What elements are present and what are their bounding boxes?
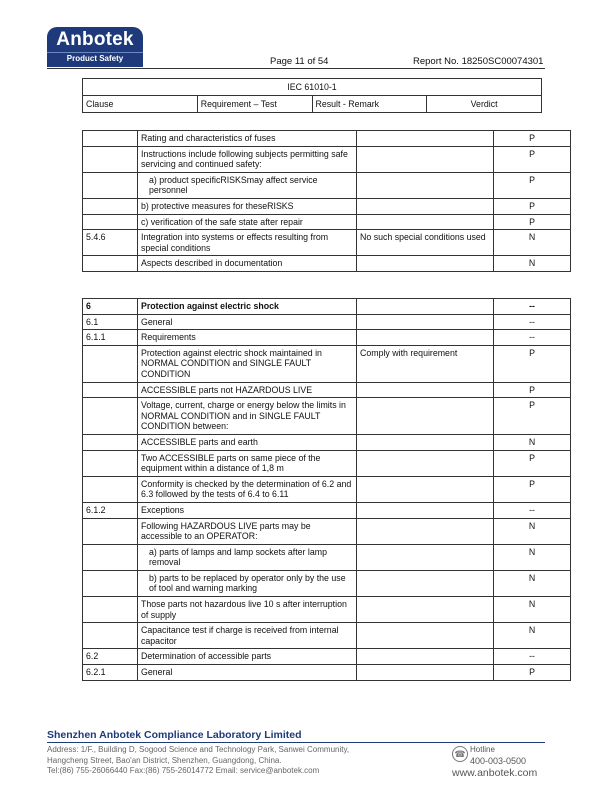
result-cell — [357, 172, 494, 198]
verdict-cell: P — [494, 398, 571, 435]
verdict-cell: P — [494, 198, 571, 214]
clause-cell — [83, 623, 138, 649]
verdict-cell: N — [494, 256, 571, 272]
table-row — [83, 450, 571, 476]
clause-cell: 6.1.1 — [83, 330, 138, 346]
table-row — [83, 172, 571, 198]
requirement-cell: Protection against electric shock maintained in NORMAL CONDITION and SINGLE FAULT CONDITION — [138, 345, 357, 382]
table-row — [83, 597, 571, 623]
requirement-cell: b) protective measures for theseRISKS — [138, 198, 357, 214]
table-row — [83, 623, 571, 649]
footer-website: www.anbotek.com — [452, 767, 538, 779]
clause-cell: 5.4.6 — [83, 230, 138, 256]
verdict-cell: P — [494, 665, 571, 681]
table-row — [83, 230, 571, 256]
table-row — [83, 398, 571, 435]
verdict-cell: P — [494, 450, 571, 476]
result-cell — [357, 131, 494, 147]
standard-title: IEC 61010-1 — [83, 79, 542, 96]
table-row — [83, 665, 571, 681]
result-cell — [357, 665, 494, 681]
requirement-cell: a) product specificRISKSmay affect service personnel — [138, 172, 357, 198]
requirement-cell: c) verification of the safe state after repair — [138, 214, 357, 230]
requirement-cell: Following HAZARDOUS LIVE parts may be accessible to an OPERATOR: — [138, 518, 357, 544]
address-line-1: Address: 1/F., Building D, Sogood Science and Technology Park, Sanwei Community, — [47, 745, 350, 754]
requirement-cell: b) parts to be replaced by operator only by the use of tool and warning marking — [138, 570, 357, 596]
table-row — [83, 345, 571, 382]
clause-cell: 6.2.1 — [83, 665, 138, 681]
requirement-cell: General — [138, 314, 357, 330]
clause-cell: 6.2 — [83, 649, 138, 665]
result-cell — [357, 299, 494, 315]
verdict-cell: N — [494, 623, 571, 649]
hotline-number: 400-003-0500 — [470, 756, 527, 766]
requirement-cell: Voltage, current, charge or energy below the limits in NORMAL CONDITION and in SINGLE FAULT CONDITION between: — [138, 398, 357, 435]
logo-name: Anbotek — [56, 29, 134, 50]
result-cell — [357, 623, 494, 649]
verdict-cell: -- — [494, 299, 571, 315]
result-cell — [357, 649, 494, 665]
page-number: Page 11 of 54 — [270, 56, 329, 67]
clause-cell — [83, 256, 138, 272]
col-verdict: Verdict — [427, 96, 542, 113]
requirement-cell: Aspects described in documentation — [138, 256, 357, 272]
clause-cell — [83, 345, 138, 382]
clause-cell — [83, 146, 138, 172]
verdict-cell: P — [494, 476, 571, 502]
clause-cell — [83, 131, 138, 147]
result-cell — [357, 330, 494, 346]
clause-cell: 6 — [83, 299, 138, 315]
table-row — [83, 299, 571, 315]
result-cell — [357, 476, 494, 502]
report-number: Report No. 18250SC00074301 — [413, 56, 544, 67]
table-row — [83, 502, 571, 518]
requirement-cell: a) parts of lamps and lamp sockets after lamp removal — [138, 544, 357, 570]
requirement-cell: Exceptions — [138, 502, 357, 518]
company-logo — [47, 27, 143, 67]
clause-cell — [83, 544, 138, 570]
requirement-cell: Rating and characteristics of fuses — [138, 131, 357, 147]
requirement-cell: Instructions include following subjects permitting safe servicing and continued safety: — [138, 146, 357, 172]
table-row — [83, 146, 571, 172]
result-cell — [357, 382, 494, 398]
result-cell: Comply with requirement — [357, 345, 494, 382]
table-row — [83, 198, 571, 214]
result-cell — [357, 450, 494, 476]
table-row — [83, 649, 571, 665]
requirement-cell: Conformity is checked by the determination of 6.2 and 6.3 followed by the tests of 6.4 to 6.11 — [138, 476, 357, 502]
verdict-cell: -- — [494, 502, 571, 518]
result-cell — [357, 256, 494, 272]
footer-address — [47, 745, 387, 777]
col-clause: Clause — [83, 96, 198, 113]
requirement-cell: ACCESSIBLE parts and earth — [138, 434, 357, 450]
clause-cell — [83, 172, 138, 198]
verdict-cell: -- — [494, 314, 571, 330]
requirements-table-2 — [82, 298, 571, 681]
clause-cell — [83, 570, 138, 596]
table-row — [83, 256, 571, 272]
result-cell: No such special conditions used — [357, 230, 494, 256]
clause-cell — [83, 518, 138, 544]
table-row — [83, 570, 571, 596]
table-row — [83, 518, 571, 544]
table-row — [83, 330, 571, 346]
clause-cell — [83, 476, 138, 502]
result-cell — [357, 434, 494, 450]
requirement-cell: Determination of accessible parts — [138, 649, 357, 665]
result-cell — [357, 570, 494, 596]
table-row — [83, 214, 571, 230]
result-cell — [357, 544, 494, 570]
clause-cell — [83, 382, 138, 398]
footer-divider — [47, 742, 545, 743]
result-cell — [357, 398, 494, 435]
verdict-cell: P — [494, 214, 571, 230]
verdict-cell: N — [494, 230, 571, 256]
verdict-cell: N — [494, 434, 571, 450]
verdict-cell: N — [494, 518, 571, 544]
hotline-label: Hotline — [470, 745, 495, 754]
verdict-cell: P — [494, 131, 571, 147]
table-row — [83, 544, 571, 570]
table-row — [83, 434, 571, 450]
col-requirement: Requirement – Test — [197, 96, 312, 113]
table-header — [82, 78, 542, 113]
requirement-cell: Protection against electric shock — [138, 299, 357, 315]
result-cell — [357, 597, 494, 623]
clause-cell — [83, 450, 138, 476]
result-cell — [357, 314, 494, 330]
requirement-cell: Capacitance test if charge is received from internal capacitor — [138, 623, 357, 649]
verdict-cell: P — [494, 382, 571, 398]
table-row — [83, 382, 571, 398]
verdict-cell: N — [494, 544, 571, 570]
result-cell — [357, 214, 494, 230]
requirements-table-1 — [82, 130, 571, 272]
result-cell — [357, 518, 494, 544]
logo-tagline: Product Safety — [47, 52, 143, 64]
requirement-cell: ACCESSIBLE parts not HAZARDOUS LIVE — [138, 382, 357, 398]
verdict-cell: P — [494, 172, 571, 198]
address-line-2: Hangcheng Street, Bao'an District, Shenzhen, Guangdong, China. — [47, 755, 282, 765]
clause-cell — [83, 434, 138, 450]
clause-cell — [83, 597, 138, 623]
result-cell — [357, 198, 494, 214]
contact-line: Tel:(86) 755-26066440 Fax:(86) 755-26014772 Email: service@anbotek.com — [47, 766, 320, 775]
verdict-cell: P — [494, 345, 571, 382]
requirement-cell: Two ACCESSIBLE parts on same piece of the equipment within a distance of 1,8 m — [138, 450, 357, 476]
requirement-cell: General — [138, 665, 357, 681]
header-divider — [47, 68, 545, 69]
table-row — [83, 131, 571, 147]
result-cell — [357, 146, 494, 172]
result-cell — [357, 502, 494, 518]
table-row — [83, 314, 571, 330]
clause-cell: 6.1.2 — [83, 502, 138, 518]
verdict-cell: N — [494, 597, 571, 623]
clause-cell — [83, 398, 138, 435]
phone-icon: ☎ — [452, 746, 468, 762]
requirement-cell: Integration into systems or effects resulting from special conditions — [138, 230, 357, 256]
verdict-cell: -- — [494, 649, 571, 665]
verdict-cell: N — [494, 570, 571, 596]
verdict-cell: P — [494, 146, 571, 172]
clause-cell — [83, 198, 138, 214]
table-row — [83, 476, 571, 502]
clause-cell: 6.1 — [83, 314, 138, 330]
verdict-cell: -- — [494, 330, 571, 346]
requirement-cell: Those parts not hazardous live 10 s after interruption of supply — [138, 597, 357, 623]
col-result: Result - Remark — [312, 96, 427, 113]
footer-company: Shenzhen Anbotek Compliance Laboratory Limited — [47, 729, 302, 741]
clause-cell — [83, 214, 138, 230]
requirement-cell: Requirements — [138, 330, 357, 346]
